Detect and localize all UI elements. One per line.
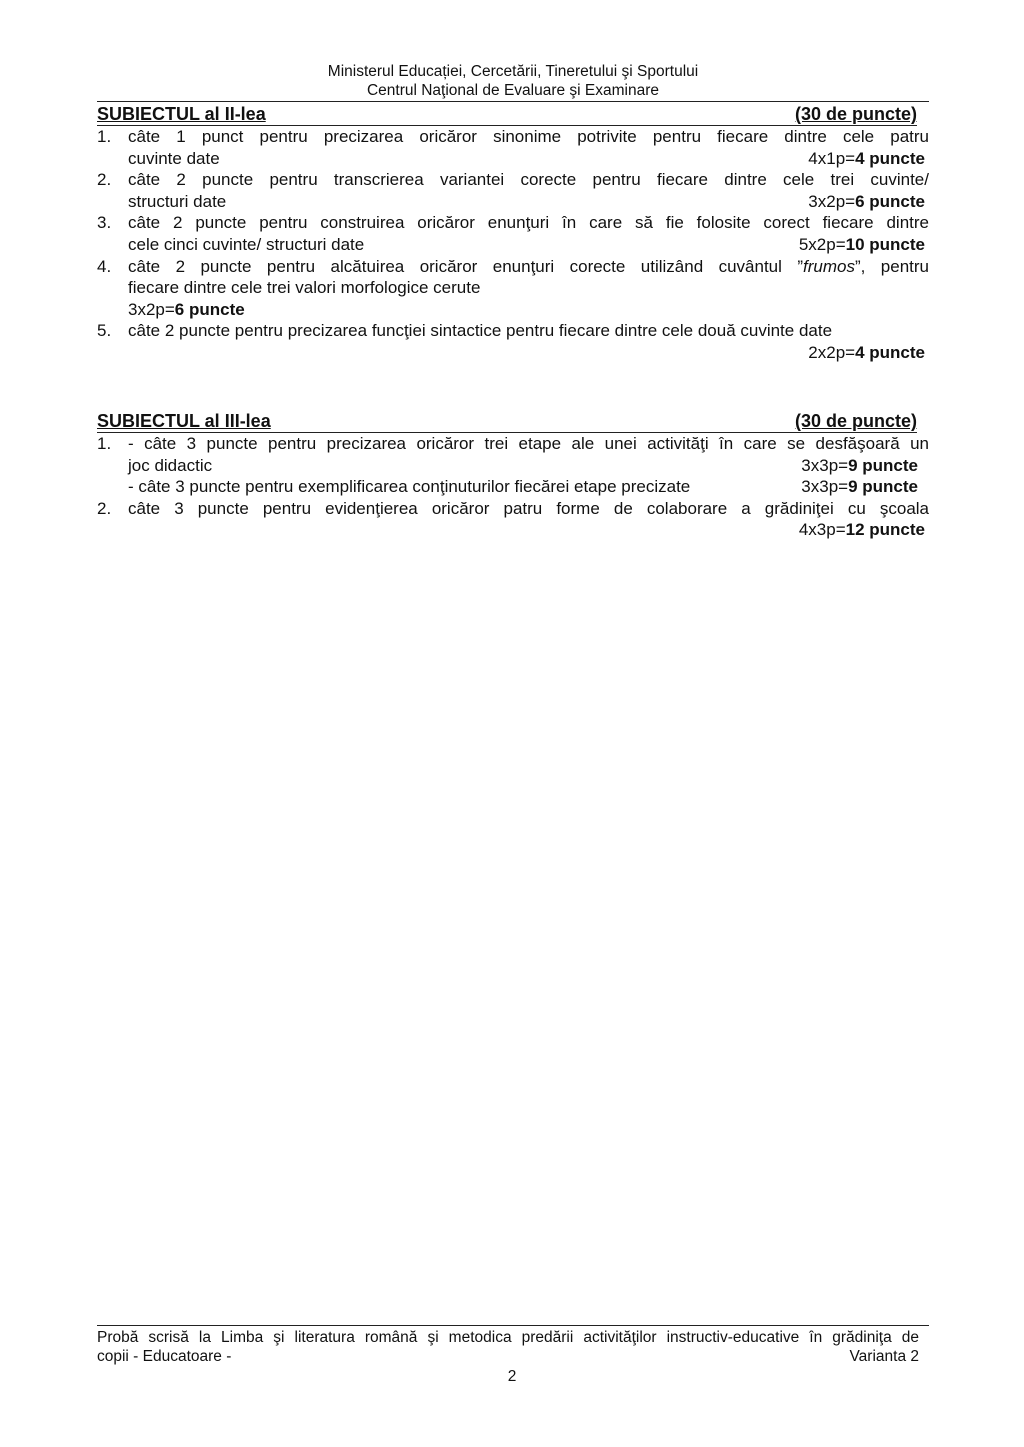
item-score <box>801 455 918 477</box>
item-score <box>808 148 925 170</box>
item-text-continued: joc didactic <box>128 455 213 475</box>
section-points: (30 de puncte) <box>794 104 917 124</box>
section-subject-3 <box>97 411 929 541</box>
item-text: câte 2 puncte pentru transcrierea variantei corecte pentru fiecare dintre cele trei cuvinte/ <box>128 170 929 190</box>
item-score <box>801 476 918 498</box>
score-calc: 2x2p= <box>808 342 856 362</box>
score-total: 4 puncte <box>855 342 925 362</box>
item-text: câte 3 puncte pentru evidenţierea oricăror patru forme de colaborare a grădiniţei cu şcoala <box>128 498 929 518</box>
list-item <box>97 498 929 541</box>
list-item <box>97 169 929 212</box>
item-number: 1. <box>97 434 112 453</box>
footer-exam-title: Probă scrisă la Limba şi literatura română şi metodica predării activităţilor instructiv-educative în grădiniţa de <box>97 1329 919 1346</box>
item-score <box>808 191 925 213</box>
item-score <box>128 299 929 321</box>
item-text-continued: fiecare dintre cele trei valori morfologice cerute <box>128 278 481 298</box>
score-total: 9 puncte <box>848 477 918 497</box>
score-total: 6 puncte <box>855 191 925 211</box>
item-text: - câte 3 puncte pentru precizarea oricăror trei etape ale unei activităţi în care se desfăşoară un <box>128 434 929 453</box>
section-points: (30 de puncte) <box>794 411 917 431</box>
score-total: 12 puncte <box>845 520 925 540</box>
item-score <box>799 234 925 256</box>
document-footer <box>97 1328 919 1366</box>
score-total: 9 puncte <box>848 455 918 475</box>
score-calc: 4x3p= <box>798 520 846 540</box>
header-rule <box>97 101 929 102</box>
header-ministry: Ministerul Educației, Cercetării, Tineretului şi Sportului <box>327 63 699 80</box>
item-score <box>128 519 925 541</box>
item-number: 2. <box>97 498 112 518</box>
section-heading <box>97 104 929 125</box>
page-number: 2 <box>507 1368 517 1385</box>
item-text: câte 2 puncte pentru construirea oricăror enunţuri în care să fie folosite corect fiecare dintre <box>128 213 929 233</box>
section-title: SUBIECTUL al II-lea <box>97 104 266 124</box>
item-score-row <box>128 191 925 213</box>
item-text-continued: cuvinte date <box>128 148 220 168</box>
list-item <box>97 126 929 169</box>
item-text: câte 2 puncte pentru precizarea funcţiei sintactice pentru fiecare dintre cele două cuvinte date <box>128 321 833 341</box>
footer-rule <box>97 1325 929 1326</box>
score-total: 10 puncte <box>845 234 925 254</box>
item-text-continued: cele cinci cuvinte/ structuri date <box>128 234 365 254</box>
header-center: Centrul Naţional de Evaluare şi Examinare <box>366 82 660 99</box>
item-text: câte 1 punct pentru precizarea oricăror sinonime potrivite pentru fiecare dintre cele patru <box>128 127 929 146</box>
item-score-row <box>128 455 918 477</box>
item-score-row <box>128 476 918 498</box>
score-calc: 4x1p= <box>808 148 856 168</box>
item-subtext: - câte 3 puncte pentru exemplificarea conţinuturilor fiecărei etape precizate <box>128 477 691 497</box>
item-number: 5. <box>97 321 112 341</box>
list-item <box>97 256 929 321</box>
item-score <box>128 342 925 364</box>
list-item <box>97 320 929 363</box>
item-score-row <box>128 234 925 256</box>
item-text-part: câte 2 puncte pentru alcătuirea oricăror enunţuri corecte utilizând cuvântul ” <box>128 256 804 276</box>
score-total: 6 puncte <box>174 299 245 319</box>
item-text-continued: structuri date <box>128 191 227 211</box>
item-keyword: frumos <box>803 256 855 276</box>
item-number: 1. <box>97 127 112 146</box>
section-subject-2 <box>97 104 929 364</box>
item-number: 4. <box>97 256 112 276</box>
list-item <box>97 212 929 255</box>
section-title: SUBIECTUL al III-lea <box>97 411 271 431</box>
item-number: 2. <box>97 170 112 190</box>
score-total: 4 puncte <box>855 148 925 168</box>
score-calc: 5x2p= <box>798 234 846 254</box>
score-calc: 3x3p= <box>801 477 849 497</box>
item-score-row <box>128 148 925 170</box>
list-item <box>97 433 929 498</box>
document-header <box>97 62 929 100</box>
footer-info-row <box>97 1347 919 1366</box>
footer-category: copii - Educatoare - <box>97 1348 232 1365</box>
section-heading <box>97 411 929 432</box>
score-calc: 3x2p= <box>128 299 175 319</box>
item-number: 3. <box>97 213 112 233</box>
item-text <box>128 256 929 278</box>
score-calc: 3x3p= <box>801 455 849 475</box>
item-text-part: ”, pentru <box>854 256 930 276</box>
score-calc: 3x2p= <box>808 191 856 211</box>
footer-variant: Varianta 2 <box>849 1348 919 1365</box>
